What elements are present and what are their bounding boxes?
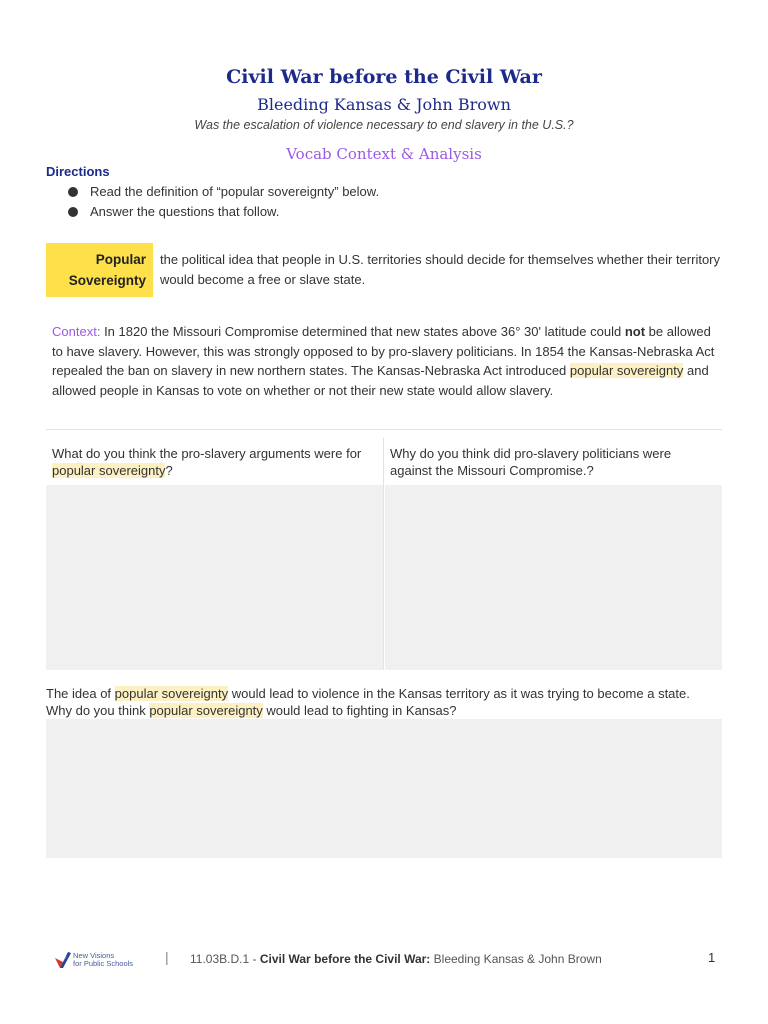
highlighted-term: popular sovereignty <box>569 363 684 378</box>
answer-box-2[interactable] <box>385 485 722 670</box>
document-title: Civil War before the Civil War <box>226 66 542 88</box>
directions-label: Directions <box>46 164 110 179</box>
vocab-term-line: Sovereignty <box>68 273 146 288</box>
page-number: 1 <box>708 950 716 965</box>
highlighted-term: popular sovereignty <box>52 463 166 478</box>
directions-item: Answer the questions that follow. <box>68 204 279 219</box>
section-heading: Vocab Context & Analysis <box>286 145 482 163</box>
document-subtitle: Bleeding Kansas & John Brown <box>257 95 511 114</box>
highlighted-term: popular sovereignty <box>114 686 229 701</box>
question-3: The idea of popular sovereignty would lead to violence in the Kansas territory as it was trying to become a state. Why do you think popular sovereignty would lead to fighting in Kansas? <box>46 686 690 718</box>
context-paragraph: Context: In 1820 the Missouri Compromise determined that new states above 36° 30' latitude could not be allowed to have slavery. However, this was strongly opposed to by pro-slavery politicians. In 1854 the Kansas-Nebraska Act repealed the ban on slavery in new northern states. The Kansas-Nebraska Act introduced popular sovereignty and allowed people in Kansas to vote on whether or not their new state would allow slavery. <box>52 324 715 398</box>
vocab-term-line: Popular <box>95 252 146 267</box>
context-label: Context <box>52 324 97 339</box>
divider <box>46 429 722 430</box>
question-1: What do you think the pro-slavery arguments were for popular sovereignty? <box>52 446 362 478</box>
footer-doc-info: 11.03B.D.1 - Civil War before the Civil War: Bleeding Kansas & John Brown <box>190 952 602 966</box>
footer-separator: | <box>165 949 169 965</box>
bullet-icon <box>68 207 78 217</box>
vocab-definition: the political idea that people in U.S. territories should decide for themselves whether their territory would become a free or slave state. <box>160 252 721 287</box>
directions-item: Read the definition of “popular sovereignty” below. <box>68 184 379 199</box>
essential-question: Was the escalation of violence necessary to end slavery in the U.S.? <box>194 118 574 132</box>
new-visions-logo-icon <box>54 950 72 975</box>
answer-box-1[interactable] <box>46 485 383 670</box>
logo-text: New Visions for Public Schools <box>73 951 134 968</box>
bullet-icon <box>68 187 78 197</box>
vocab-term-box <box>46 243 153 297</box>
question-2: Why do you think did pro-slavery politicians were against the Missouri Compromise.? <box>390 446 672 478</box>
highlighted-term: popular sovereignty <box>149 703 263 718</box>
column-divider <box>383 438 384 670</box>
answer-box-3[interactable] <box>46 719 722 858</box>
